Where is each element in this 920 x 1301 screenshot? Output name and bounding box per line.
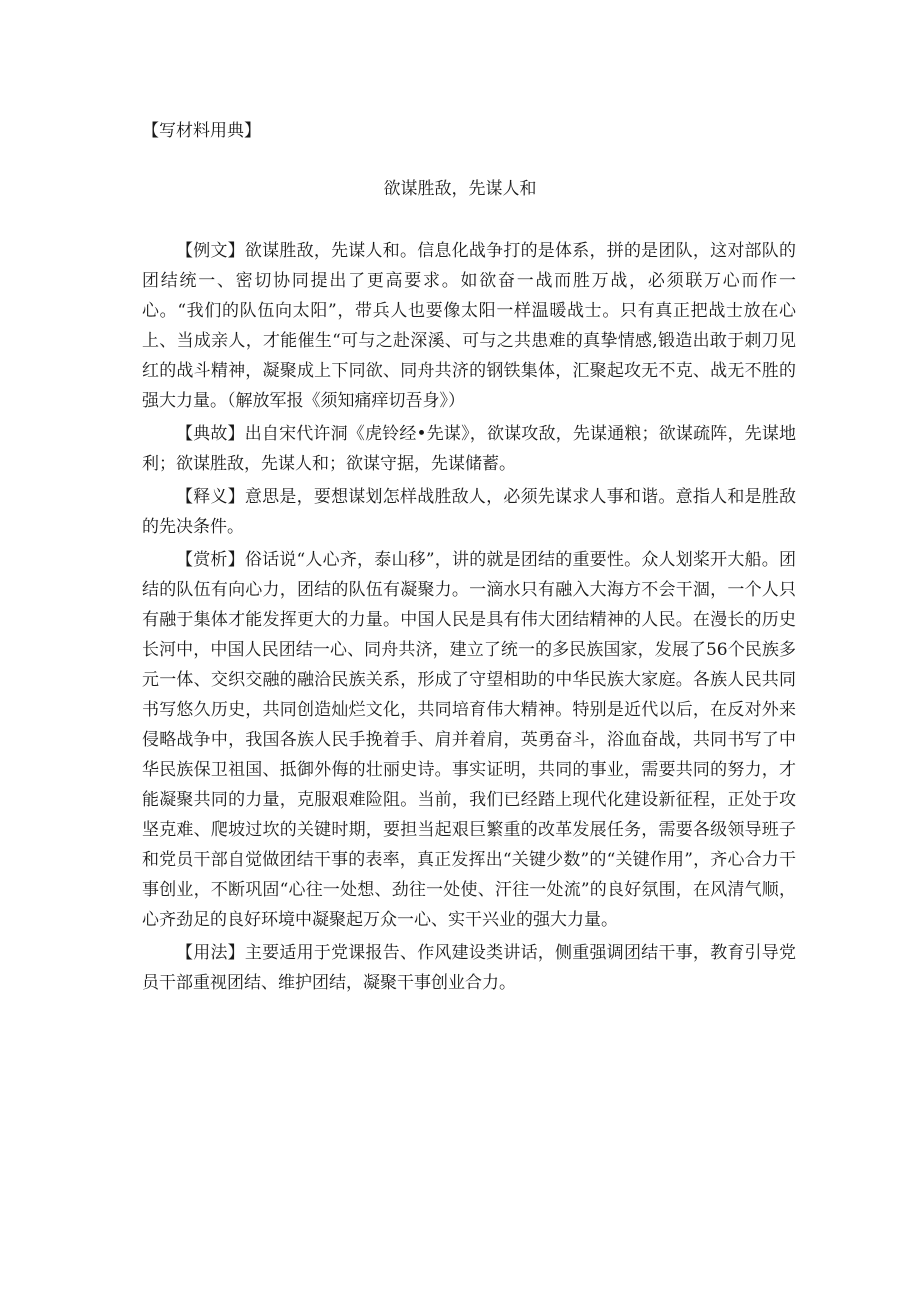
paragraph-text: 出自宋代许洞《虎铃经•先谋》，欲谋攻敌，先谋通粮；欲谋疏阵，先谋地利；欲谋胜敌，先谋人和；欲谋守据，先谋储蓄。: [142, 424, 796, 474]
paragraph-tag: 【典故】: [176, 424, 245, 444]
paragraph-tag: 【释义】: [176, 487, 245, 507]
paragraph-text: 欲谋胜敌，先谋人和。信息化战争打的是体系，拼的是团队，这对部队的团结统一、密切协同提出了更高要求。如欲奋一战而胜万战，必须联万心而作一心。“我们的队伍向太阳”，带兵人也要像太阳一样温暖战士。只有真正把战士放在心上、当成亲人，才能催生“可与之赴深溪、可与之共患难的真挚情感,锻造出敢于刺刀见红的战斗精神，凝聚成上下同欲、同舟共济的钢铁集体，汇聚起攻无不克、战无不胜的强大力量。（解放军报《须知痛痒切吾身》）: [142, 241, 797, 411]
paragraph-example: [142, 236, 796, 416]
article-body: [142, 236, 796, 1001]
article-title: 欲谋胜敌，先谋人和: [383, 179, 537, 199]
paragraph-appreciation: [142, 545, 796, 935]
paragraph-tag: 【例文】: [176, 241, 245, 261]
section-label: 【写材料用典】: [142, 121, 261, 141]
paragraph-text: 意思是，要想谋划怎样战胜敌人，必须先谋求人事和谐。意指人和是胜敌的先决条件。: [142, 487, 797, 537]
paragraph-usage: [142, 938, 796, 998]
paragraph-meaning: [142, 482, 796, 542]
paragraph-text: 主要适用于党课报告、作风建设类讲话，侧重强调团结干事，教育引导党员干部重视团结、维护团结，凝聚干事创业合力。: [142, 943, 797, 993]
paragraph-tag: 【赏析】: [176, 550, 245, 570]
paragraph-allusion: [142, 419, 796, 479]
paragraph-text: 俗话说“人心齐，泰山移”，讲的就是团结的重要性。众人划桨开大船。团结的队伍有向心力，团结的队伍有凝聚力。一滴水只有融入大海方不会干涸，一个人只有融于集体才能发挥更大的力量。中国人民是具有伟大团结精神的人民。在漫长的历史长河中，中国人民团结一心、同舟共济，建立了统一的多民族国家，发展了56个民族多元一体、交织交融的融洽民族关系，形成了守望相助的中华民族大家庭。各族人民共同书写悠久历史，共同创造灿烂文化，共同培育伟大精神。特别是近代以后，在反对外来侵略战争中，我国各族人民手挽着手、肩并着肩，英勇奋斗，浴血奋战，共同书写了中华民族保卫祖国、抵御外侮的壮丽史诗。事实证明，共同的事业，需要共同的努力，才能凝聚共同的力量，克服艰难险阻。当前，我们已经踏上现代化建设新征程，正处于攻坚克难、爬坡过坎的关键时期，要担当起艰巨繁重的改革发展任务，需要各级领导班子和党员干部自觉做团结干事的表率，真正发挥出“关键少数”的“关键作用”，齐心合力干事创业，不断巩固“心往一处想、劲往一处使、汗往一处流”的良好氛围，在风清气顺，心齐劲足的良好环境中凝聚起万众一心、实干兴业的强大力量。: [142, 550, 797, 930]
paragraph-tag: 【用法】: [176, 943, 245, 963]
